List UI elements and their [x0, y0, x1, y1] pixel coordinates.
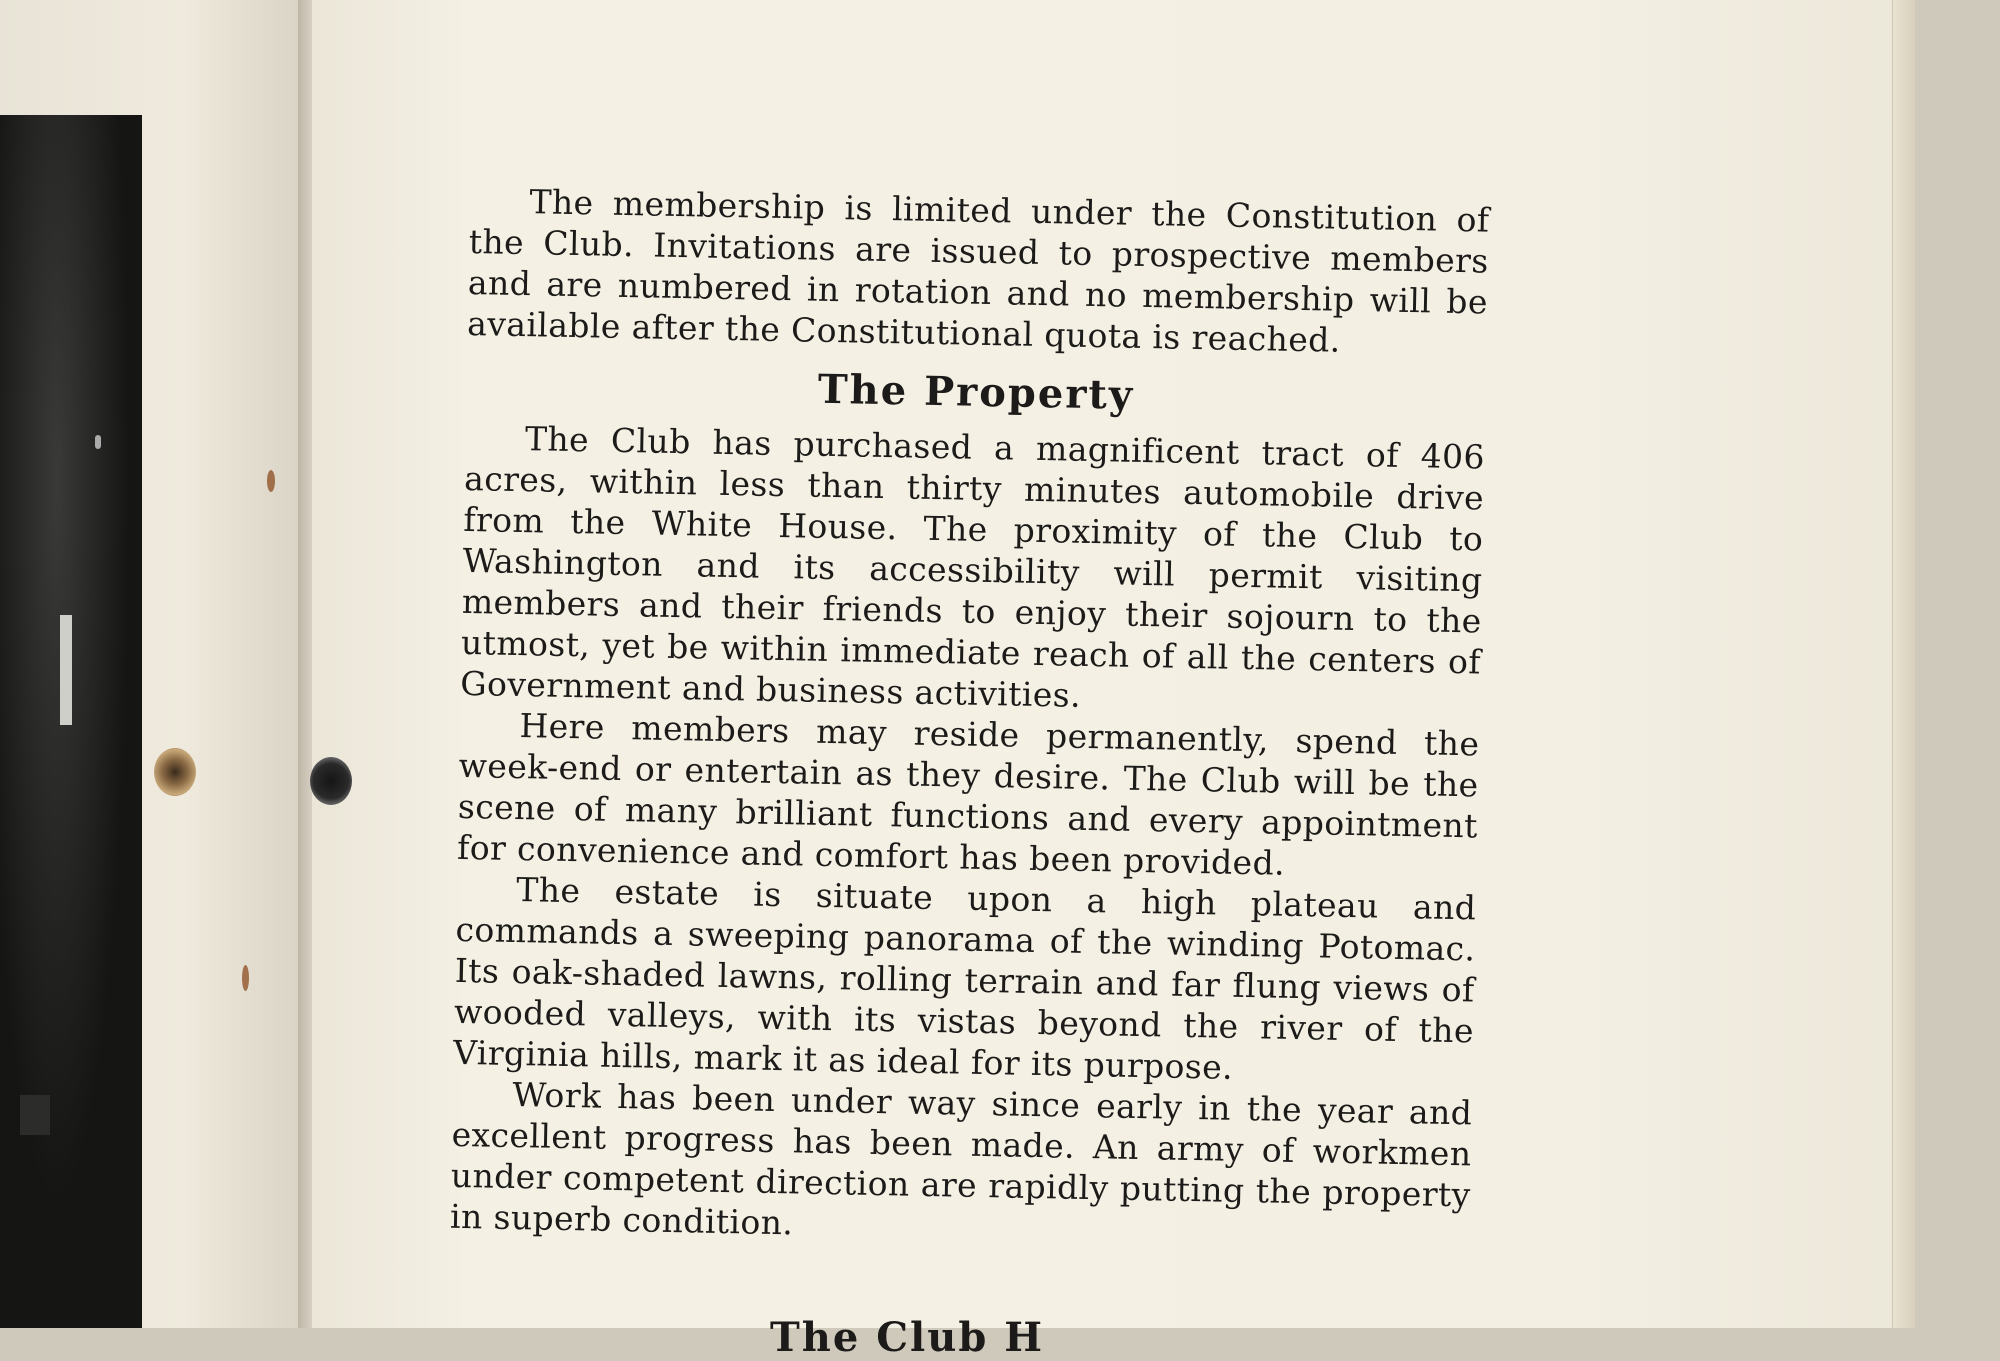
section-heading: The Property	[817, 365, 1135, 419]
photo-highlight	[60, 615, 72, 725]
photo-highlight	[95, 435, 101, 449]
next-heading-cutoff	[770, 1312, 1190, 1361]
body-paragraph: The estate is situate upon a high plateau and commands a sweeping panorama of the winding Potomac. Its oak-shaded lawns, rolling terrain and far flung views of wooded valleys, with its vistas beyond the river of the Virginia hills, mark it as ideal for its purpose.	[452, 870, 1477, 1087]
body-paragraph: Here members may reside permanently, spend the week-end or entertain as they desire. The Club will be the scene of many brilliant functions and every appointment for convenience and comfort has been provided.	[456, 706, 1480, 883]
binding-hole	[310, 757, 352, 805]
printed-text-block	[450, 180, 1490, 1256]
page-edge	[1892, 0, 1915, 1328]
binding-hole	[154, 748, 196, 796]
left-facing-page	[0, 0, 305, 1328]
next-heading-partial: The Club H	[770, 1314, 1045, 1361]
photo-shadow	[20, 1095, 50, 1135]
body-paragraph: The Club has purchased a magnificent tract of 406 acres, within less than thirty minutes automobile drive from the White House. The proximity of the Club to Washington and its accessibility will permit visiting members and their friends to enjoy their sojourn to the utmost, yet be within immediate reach of all the centers of Government and business activities.	[459, 419, 1486, 715]
black-and-white-photo	[0, 115, 142, 1328]
intro-paragraph: The membership is limited under the Constitution of the Club. Invitations are issued to prospective members and are numbered in rotation and no membership will be available after the Constitutional quota is reached.	[466, 182, 1490, 360]
rust-stain	[242, 965, 249, 991]
body-paragraph: Work has been under way since early in the year and excellent progress has been made. An army of workmen under competent direction are rapidly putting the property in superb condition.	[449, 1074, 1473, 1243]
rust-stain	[267, 470, 275, 492]
